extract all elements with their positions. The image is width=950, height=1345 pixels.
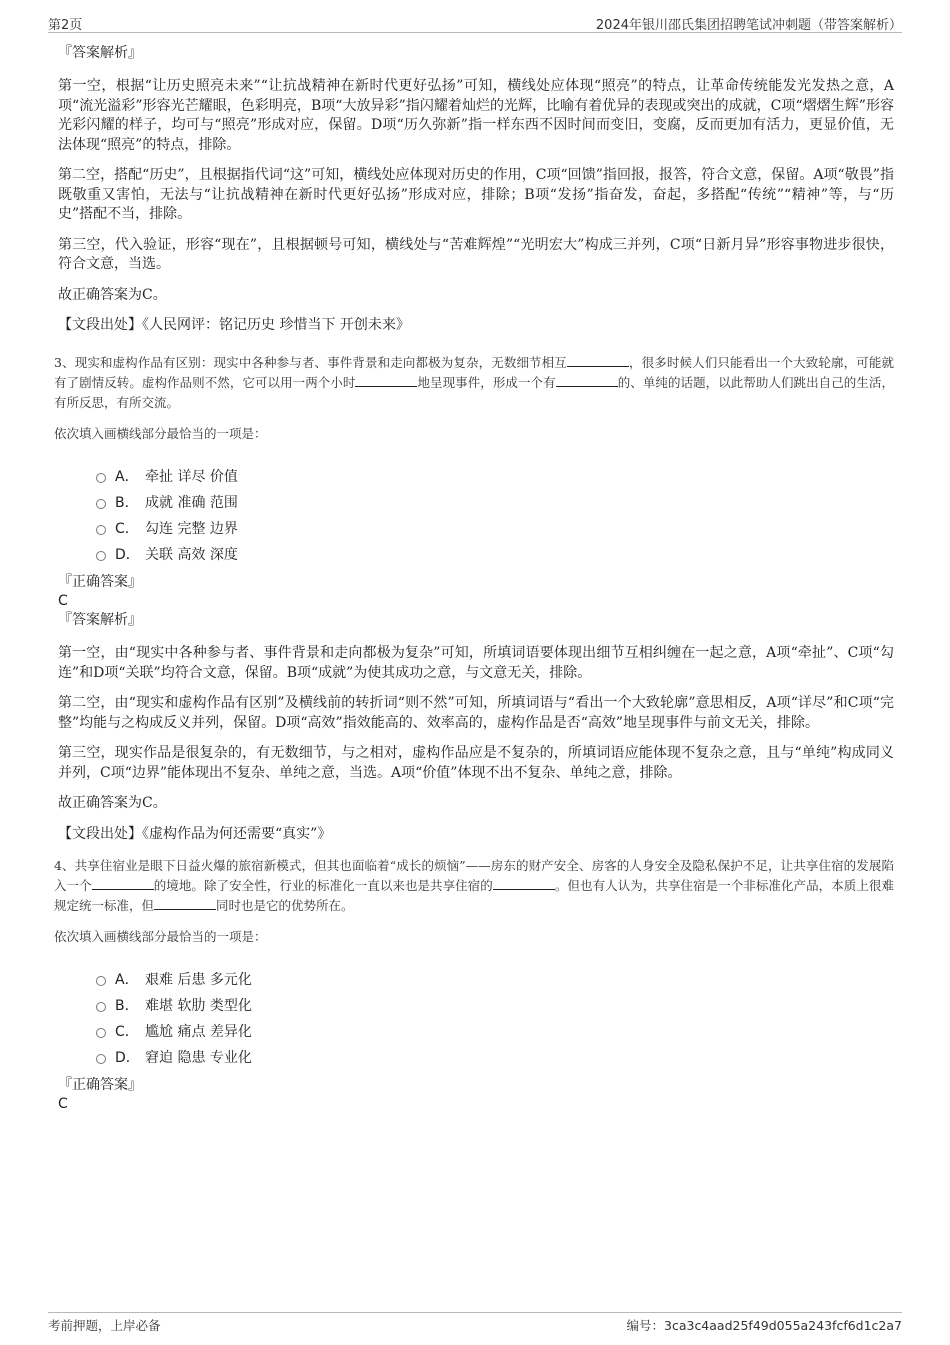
radio-button[interactable] [96, 551, 106, 561]
analysis-paragraph: 第二空，搭配“历史”，且根据指代词“这”可知，横线处应体现对历史的作用，C项“回馈”指回报，报答，符合文意，保留。A项“敬畏”指既敬重又害怕，无法与“让抗战精神在新时代更好弘扬”形成对应，排除；B项“发扬”指奋发，奋起，多搭配“传统”“精神”等，与“历史”搭配不当，排除。 [58, 167, 894, 222]
conclusion: 故正确答案为C。 [58, 795, 167, 811]
option-letter: D． [115, 1049, 140, 1066]
analysis-paragraph: 第三空，现实作品是很复杂的，有无数细节，与之相对，虚构作品应是不复杂的，所填词语应能体现不复杂之意，且与“单纯”构成同义并列，C项“边界”能体现出不复杂、单纯之意，当选。A项“价值”体现不出不复杂、单纯之意，排除。 [58, 745, 894, 781]
option-b[interactable] [96, 992, 894, 1018]
option-b[interactable] [96, 489, 894, 515]
question-3 [54, 353, 894, 844]
option-text: 勾连 完整 边界 [145, 521, 238, 537]
option-c[interactable] [96, 515, 894, 541]
option-list [96, 966, 894, 1070]
page-header [48, 12, 902, 33]
option-letter: A． [115, 971, 139, 988]
analysis-label: 『答案解析』 [58, 612, 142, 628]
option-text: 牵扯 详尽 价值 [145, 469, 238, 485]
option-letter: D． [115, 547, 140, 563]
option-letter: C． [115, 1023, 139, 1040]
option-text: 艰难 后患 多元化 [145, 971, 252, 988]
option-text: 关联 高效 深度 [145, 547, 238, 563]
option-c[interactable] [96, 1018, 894, 1044]
option-letter: B． [115, 495, 139, 511]
footer-slogan: 考前押题，上岸必备 [48, 1318, 161, 1333]
answer-label: 『正确答案』 [58, 574, 142, 590]
option-text: 成就 准确 范围 [145, 495, 238, 511]
option-text: 窘迫 隐患 专业化 [145, 1049, 252, 1066]
conclusion: 故正确答案为C。 [58, 286, 167, 303]
fill-blank [493, 877, 555, 890]
analysis-paragraph: 第三空，代入验证，形容“现在”，且根据顿号可知，横线处与“苦难辉煌”“光明宏大”构成三并列，C项“日新月异”形容事物进步很快，符合文意，当选。 [58, 236, 894, 272]
analysis-paragraph: 第一空，由“现实中各种参与者、事件背景和走向都极为复杂”可知，所填词语要体现出细节互相纠缠在一起之意，A项“牵扯”、C项“勾连”和D项“关联”均符合文意，保留。B项“成就”为使其成功之意，与文意无关，排除。 [58, 645, 894, 681]
fill-blank [556, 374, 618, 387]
answer-label: 『正确答案』 [58, 1076, 142, 1093]
question-4 [54, 856, 894, 1114]
radio-button[interactable] [96, 473, 106, 483]
page-number: 第2页 [48, 18, 83, 33]
radio-button[interactable] [96, 976, 106, 986]
page-footer [48, 1312, 902, 1335]
question-stem: 4、共享住宿业是眼下日益火爆的旅宿新模式，但其也面临着“成长的烦恼”——房东的财产安全、房客的人身安全及隐私保护不足，让共享住宿的发展陷入一个 的境地。除了安全性，行业的标准化一直以来也是共享住宿的 。但也有人认为，共享住宿是一个非标准化产品，本质上很难规定统一标准，但 同时也是它的优势所在。 [54, 857, 894, 913]
document-body [54, 44, 894, 1114]
radio-button[interactable] [96, 1002, 106, 1012]
option-text: 难堪 软肋 类型化 [145, 997, 252, 1014]
radio-button[interactable] [96, 1028, 106, 1038]
question-stem: 3、现实和虚构作品有区别：现实中各种参与者、事件背景和走向都极为复杂，无数细节相互 ，很多时候人们只能看出一个大致轮廓，可能就有了剧情反转。虚构作品则不然，它可以用一两个小时 地呈现事件，形成一个有 的、单纯的话题，以此帮助人们跳出自己的生活，有所反思，有所交流。 [54, 355, 894, 410]
fill-blank [92, 877, 154, 890]
question-prompt: 依次填入画横线部分最恰当的一项是： [54, 426, 267, 441]
radio-button[interactable] [96, 525, 106, 535]
option-d[interactable] [96, 1044, 894, 1070]
option-a[interactable] [96, 966, 894, 992]
correct-answer: C [58, 593, 68, 609]
source-citation: 【文段出处】《人民网评：铭记历史 珍惜当下 开创未来》 [58, 317, 410, 333]
radio-button[interactable] [96, 1054, 106, 1064]
fill-blank [355, 374, 417, 387]
analysis-label: 『答案解析』 [58, 45, 142, 61]
option-a[interactable] [96, 463, 894, 489]
option-letter: A． [115, 469, 139, 485]
source-citation: 【文段出处】《虚构作品为何还需要“真实”》 [58, 825, 332, 842]
option-letter: C． [115, 521, 139, 537]
q2-analysis-section [58, 44, 894, 335]
option-text: 尴尬 痛点 差异化 [145, 1023, 252, 1040]
document-code: 编号：3ca3c4aad25f49d055a243fcf6d1c2a7 [626, 1318, 902, 1333]
option-letter: B． [115, 997, 139, 1014]
correct-answer: C [58, 1095, 68, 1112]
option-d[interactable] [96, 541, 894, 567]
fill-blank [154, 897, 216, 910]
fill-blank [567, 354, 629, 367]
analysis-paragraph: 第二空，由“现实和虚构作品有区别”及横线前的转折词“则不然”可知，所填词语与“看出一个大致轮廓”意思相反，A项“详尽”和C项“完整”均能与之构成反义并列，保留。D项“高效”指效能高的、效率高的，虚构作品是否“高效”地呈现事件与前文无关，排除。 [58, 695, 894, 731]
option-list [96, 463, 894, 567]
document-title: 2024年银川邵氏集团招聘笔试冲刺题（带答案解析） [595, 18, 902, 33]
question-prompt: 依次填入画横线部分最恰当的一项是： [54, 928, 267, 944]
radio-button[interactable] [96, 499, 106, 509]
analysis-paragraph: 第一空，根据“让历史照亮未来”“让抗战精神在新时代更好弘扬”可知，横线处应体现“照亮”的特点，让革命传统能发光发热之意，A项“流光溢彩”形容光芒耀眼，色彩明亮，B项“大放异彩”指闪耀着灿烂的光辉，比喻有着优异的表现或突出的成就，C项“熠熠生辉”形容光彩闪耀的样子，均可与“照亮”形成对应，保留。D项“历久弥新”指一样东西不因时间而变旧，变腐，反而更加有活力，更显价值，无法体现“照亮”的特点，排除。 [58, 78, 894, 153]
